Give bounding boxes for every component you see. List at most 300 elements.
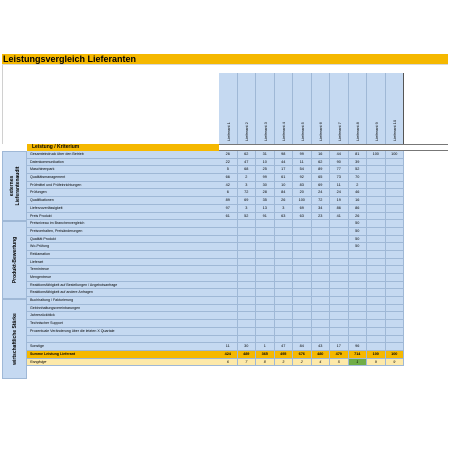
value-cell[interactable] (256, 259, 275, 267)
group-label-audit[interactable] (2, 151, 27, 221)
criterion-label[interactable]: Qualitätsmanagement (27, 174, 219, 182)
value-cell[interactable] (312, 220, 331, 228)
value-cell[interactable]: 24 (330, 189, 349, 197)
value-cell[interactable]: 65 (312, 174, 331, 182)
value-cell[interactable] (256, 282, 275, 290)
supplier-column-header[interactable] (312, 73, 331, 144)
value-cell[interactable] (386, 312, 405, 320)
value-cell[interactable] (349, 312, 368, 320)
value-cell[interactable] (293, 236, 312, 244)
value-cell[interactable]: 4 (312, 359, 331, 367)
value-cell[interactable] (256, 243, 275, 251)
value-cell[interactable] (367, 266, 386, 274)
value-cell[interactable] (238, 251, 257, 259)
value-cell[interactable] (367, 274, 386, 282)
value-cell[interactable] (367, 243, 386, 251)
value-cell[interactable] (275, 336, 294, 344)
value-cell[interactable] (312, 266, 331, 274)
value-cell[interactable] (256, 312, 275, 320)
value-cell[interactable] (330, 312, 349, 320)
value-cell[interactable]: 62 (312, 159, 331, 167)
value-cell[interactable]: 44 (330, 151, 349, 159)
value-cell[interactable] (238, 336, 257, 344)
value-cell[interactable] (330, 236, 349, 244)
value-cell[interactable]: 3 (275, 359, 294, 367)
value-cell[interactable]: 50 (349, 220, 368, 228)
value-cell[interactable] (312, 251, 331, 259)
value-cell[interactable] (386, 305, 405, 313)
value-cell[interactable] (349, 305, 368, 313)
value-cell[interactable] (275, 243, 294, 251)
value-cell[interactable] (386, 289, 405, 297)
value-cell[interactable]: 99 (256, 174, 275, 182)
value-cell[interactable]: 70 (349, 174, 368, 182)
value-cell[interactable] (275, 236, 294, 244)
value-cell[interactable] (275, 266, 294, 274)
value-cell[interactable]: 5 (330, 359, 349, 367)
value-cell[interactable] (219, 266, 238, 274)
criterion-label[interactable]: Jahresrückblick (27, 312, 219, 320)
value-cell[interactable]: 89 (312, 166, 331, 174)
supplier-column-header[interactable] (238, 73, 257, 144)
value-cell[interactable] (312, 228, 331, 236)
value-cell[interactable]: 479 (330, 351, 349, 359)
criterion-label[interactable]: Sonstige (27, 343, 219, 351)
value-cell[interactable] (386, 251, 405, 259)
value-cell[interactable]: 26 (349, 213, 368, 221)
value-cell[interactable]: 46 (349, 189, 368, 197)
value-cell[interactable]: 5 (219, 166, 238, 174)
value-cell[interactable] (219, 236, 238, 244)
value-cell[interactable] (367, 297, 386, 305)
criterion-label[interactable]: Reklamation (27, 251, 219, 259)
value-cell[interactable] (386, 159, 405, 167)
value-cell[interactable]: 676 (293, 351, 312, 359)
value-cell[interactable] (238, 297, 257, 305)
value-cell[interactable] (256, 274, 275, 282)
value-cell[interactable]: 91 (256, 213, 275, 221)
value-cell[interactable] (275, 289, 294, 297)
value-cell[interactable] (386, 174, 405, 182)
value-cell[interactable]: 54 (293, 166, 312, 174)
value-cell[interactable]: 63 (293, 213, 312, 221)
value-cell[interactable]: 96 (349, 343, 368, 351)
value-cell[interactable] (312, 289, 331, 297)
value-cell[interactable] (386, 189, 405, 197)
value-cell[interactable]: 100 (386, 351, 405, 359)
value-cell[interactable]: 52 (238, 213, 257, 221)
value-cell[interactable] (367, 320, 386, 328)
value-cell[interactable] (275, 297, 294, 305)
value-cell[interactable] (386, 243, 405, 251)
criterion-label[interactable]: Qualifikationen (27, 197, 219, 205)
value-cell[interactable]: 72 (238, 189, 257, 197)
value-cell[interactable]: 89 (219, 197, 238, 205)
value-cell[interactable] (275, 228, 294, 236)
value-cell[interactable] (367, 228, 386, 236)
value-cell[interactable] (275, 312, 294, 320)
value-cell[interactable] (367, 343, 386, 351)
value-cell[interactable]: 16 (312, 151, 331, 159)
value-cell[interactable] (386, 336, 405, 344)
value-cell[interactable] (349, 289, 368, 297)
value-cell[interactable] (330, 320, 349, 328)
value-cell[interactable] (330, 251, 349, 259)
value-cell[interactable]: 90 (330, 159, 349, 167)
value-cell[interactable] (293, 243, 312, 251)
criterion-label[interactable]: Mengentreue (27, 274, 219, 282)
value-cell[interactable] (386, 220, 405, 228)
value-cell[interactable] (238, 259, 257, 267)
criterion-label[interactable]: Buchhaltung / Fakturierung (27, 297, 219, 305)
value-cell[interactable] (219, 259, 238, 267)
value-cell[interactable] (367, 213, 386, 221)
value-cell[interactable] (330, 259, 349, 267)
value-cell[interactable] (219, 220, 238, 228)
value-cell[interactable] (238, 282, 257, 290)
value-cell[interactable] (275, 282, 294, 290)
value-cell[interactable]: 6 (219, 189, 238, 197)
value-cell[interactable] (312, 305, 331, 313)
value-cell[interactable] (238, 228, 257, 236)
criterion-label[interactable]: Technischer Support (27, 320, 219, 328)
value-cell[interactable]: 3 (275, 205, 294, 213)
value-cell[interactable] (386, 282, 405, 290)
value-cell[interactable] (219, 282, 238, 290)
value-cell[interactable] (386, 197, 405, 205)
value-cell[interactable]: 61 (219, 213, 238, 221)
value-cell[interactable]: 100 (386, 151, 405, 159)
value-cell[interactable] (349, 328, 368, 336)
value-cell[interactable]: 30 (238, 343, 257, 351)
value-cell[interactable]: 25 (256, 166, 275, 174)
value-cell[interactable]: 62 (238, 151, 257, 159)
value-cell[interactable]: 3 (238, 205, 257, 213)
value-cell[interactable]: 11 (330, 182, 349, 190)
value-cell[interactable]: 6 (219, 359, 238, 367)
criterion-label[interactable]: Prüfungen (27, 189, 219, 197)
value-cell[interactable]: 50 (349, 228, 368, 236)
value-cell[interactable]: 8 (256, 359, 275, 367)
value-cell[interactable]: 34 (312, 205, 331, 213)
value-cell[interactable] (312, 328, 331, 336)
value-cell[interactable]: 30 (256, 182, 275, 190)
value-cell[interactable] (256, 228, 275, 236)
value-cell[interactable]: 3 (238, 182, 257, 190)
criterion-label[interactable]: Gebinnhaltungsvereinbarungen (27, 305, 219, 313)
value-cell[interactable]: 9 (386, 359, 405, 367)
value-cell[interactable]: 2 (293, 359, 312, 367)
value-cell[interactable] (367, 220, 386, 228)
value-cell[interactable] (293, 259, 312, 267)
value-cell[interactable]: 10 (256, 159, 275, 167)
value-cell[interactable] (256, 266, 275, 274)
value-cell[interactable] (219, 328, 238, 336)
value-cell[interactable] (367, 259, 386, 267)
value-cell[interactable] (219, 297, 238, 305)
value-cell[interactable]: 11 (219, 343, 238, 351)
value-cell[interactable] (330, 274, 349, 282)
criterion-label[interactable]: Qualität Produkt (27, 236, 219, 244)
supplier-column-header[interactable] (349, 73, 368, 144)
value-cell[interactable] (386, 343, 405, 351)
value-cell[interactable] (219, 274, 238, 282)
value-cell[interactable]: 73 (330, 174, 349, 182)
value-cell[interactable] (238, 220, 257, 228)
value-cell[interactable] (219, 336, 238, 344)
value-cell[interactable]: 86 (349, 205, 368, 213)
value-cell[interactable]: 83 (293, 182, 312, 190)
value-cell[interactable] (293, 220, 312, 228)
value-cell[interactable] (367, 236, 386, 244)
value-cell[interactable]: 41 (330, 213, 349, 221)
value-cell[interactable] (219, 228, 238, 236)
value-cell[interactable]: 1 (256, 343, 275, 351)
value-cell[interactable]: 97 (219, 205, 238, 213)
value-cell[interactable] (238, 328, 257, 336)
value-cell[interactable]: 11 (293, 159, 312, 167)
value-cell[interactable] (238, 243, 257, 251)
value-cell[interactable]: 480 (312, 351, 331, 359)
criterion-label[interactable]: Summe Leistung Lieferant (27, 351, 219, 359)
value-cell[interactable] (367, 174, 386, 182)
value-cell[interactable] (275, 328, 294, 336)
value-cell[interactable] (312, 320, 331, 328)
value-cell[interactable]: 31 (256, 151, 275, 159)
value-cell[interactable] (349, 320, 368, 328)
value-cell[interactable] (256, 220, 275, 228)
value-cell[interactable]: 66 (219, 174, 238, 182)
value-cell[interactable] (330, 289, 349, 297)
value-cell[interactable]: 44 (275, 159, 294, 167)
criterion-label[interactable]: Reaktionsfähigkeit auf andere Anfragen (27, 289, 219, 297)
value-cell[interactable] (386, 213, 405, 221)
value-cell[interactable]: 26 (275, 197, 294, 205)
group-label-product[interactable] (2, 221, 27, 299)
value-cell[interactable]: 50 (349, 243, 368, 251)
value-cell[interactable] (367, 166, 386, 174)
value-cell[interactable]: 19 (330, 197, 349, 205)
value-cell[interactable]: 69 (238, 197, 257, 205)
criterion-label[interactable] (27, 336, 219, 344)
value-cell[interactable] (293, 312, 312, 320)
value-cell[interactable]: 28 (256, 189, 275, 197)
value-cell[interactable]: 52 (349, 166, 368, 174)
value-cell[interactable] (256, 236, 275, 244)
value-cell[interactable] (367, 328, 386, 336)
value-cell[interactable]: 17 (330, 343, 349, 351)
value-cell[interactable] (293, 289, 312, 297)
value-cell[interactable] (293, 305, 312, 313)
value-cell[interactable] (386, 328, 405, 336)
value-cell[interactable] (256, 297, 275, 305)
value-cell[interactable] (293, 328, 312, 336)
value-cell[interactable]: 714 (349, 351, 368, 359)
value-cell[interactable] (367, 205, 386, 213)
value-cell[interactable] (386, 166, 405, 174)
value-cell[interactable] (367, 312, 386, 320)
criterion-label[interactable]: Lieferzuverlässigkeit (27, 205, 219, 213)
supplier-column-header[interactable] (330, 73, 349, 144)
value-cell[interactable] (238, 274, 257, 282)
criterion-header[interactable]: Leistung / Kriterium (27, 144, 219, 151)
group-label-economic[interactable] (2, 299, 27, 379)
criterion-label[interactable]: Prüfmittel und Prüfeinrichtungen (27, 182, 219, 190)
criterion-label[interactable]: Gesamteindruck über den Betrieb (27, 151, 219, 159)
value-cell[interactable] (238, 289, 257, 297)
value-cell[interactable]: 92 (293, 174, 312, 182)
criterion-label[interactable]: Prozentuale Veränderung über die letzten X Quartale (27, 328, 219, 336)
value-cell[interactable] (238, 312, 257, 320)
supplier-column-header[interactable] (386, 73, 405, 144)
value-cell[interactable] (367, 289, 386, 297)
value-cell[interactable] (349, 282, 368, 290)
value-cell[interactable] (256, 320, 275, 328)
value-cell[interactable] (293, 297, 312, 305)
value-cell[interactable]: 100 (367, 351, 386, 359)
value-cell[interactable]: 26 (219, 151, 238, 159)
value-cell[interactable] (386, 274, 405, 282)
value-cell[interactable]: 2 (238, 174, 257, 182)
value-cell[interactable] (312, 297, 331, 305)
value-cell[interactable] (312, 243, 331, 251)
value-cell[interactable] (386, 266, 405, 274)
value-cell[interactable]: 68 (238, 166, 257, 174)
value-cell[interactable] (293, 228, 312, 236)
value-cell[interactable] (256, 251, 275, 259)
value-cell[interactable] (386, 182, 405, 190)
value-cell[interactable]: 2 (349, 182, 368, 190)
value-cell[interactable]: 84 (275, 189, 294, 197)
value-cell[interactable] (349, 297, 368, 305)
supplier-column-header[interactable] (367, 73, 386, 144)
value-cell[interactable]: 489 (238, 351, 257, 359)
value-cell[interactable] (312, 274, 331, 282)
value-cell[interactable] (275, 251, 294, 259)
value-cell[interactable] (349, 336, 368, 344)
value-cell[interactable] (330, 336, 349, 344)
value-cell[interactable] (330, 328, 349, 336)
value-cell[interactable]: 17 (275, 166, 294, 174)
supplier-column-header[interactable] (256, 73, 275, 144)
value-cell[interactable] (330, 228, 349, 236)
value-cell[interactable]: 1 (349, 359, 368, 367)
value-cell[interactable] (312, 259, 331, 267)
value-cell[interactable] (219, 251, 238, 259)
criterion-label[interactable]: Preisniveau im Branchenvergleich (27, 220, 219, 228)
value-cell[interactable] (238, 236, 257, 244)
value-cell[interactable] (367, 336, 386, 344)
criterion-label[interactable]: Preisverhalten, Preisänderungen (27, 228, 219, 236)
value-cell[interactable] (367, 159, 386, 167)
value-cell[interactable]: 24 (312, 189, 331, 197)
value-cell[interactable] (367, 305, 386, 313)
value-cell[interactable] (256, 336, 275, 344)
value-cell[interactable] (330, 220, 349, 228)
value-cell[interactable] (293, 320, 312, 328)
sheet-title[interactable]: Leistungsvergleich Lieferanten (2, 54, 448, 64)
value-cell[interactable]: 35 (256, 197, 275, 205)
value-cell[interactable] (386, 236, 405, 244)
value-cell[interactable]: 72 (312, 197, 331, 205)
value-cell[interactable]: 81 (349, 151, 368, 159)
value-cell[interactable] (367, 182, 386, 190)
criterion-label[interactable]: Reaktionsfähigkeit auf Bestellungen / Angebotsanfrage (27, 282, 219, 290)
value-cell[interactable]: 50 (349, 236, 368, 244)
value-cell[interactable]: 100 (293, 197, 312, 205)
value-cell[interactable] (312, 236, 331, 244)
value-cell[interactable] (238, 320, 257, 328)
value-cell[interactable] (275, 305, 294, 313)
value-cell[interactable]: 77 (330, 166, 349, 174)
value-cell[interactable] (386, 228, 405, 236)
value-cell[interactable] (386, 320, 405, 328)
value-cell[interactable] (386, 297, 405, 305)
value-cell[interactable] (386, 259, 405, 267)
criterion-label[interactable]: Datenkommunikation (27, 159, 219, 167)
value-cell[interactable]: 42 (219, 182, 238, 190)
value-cell[interactable] (312, 282, 331, 290)
value-cell[interactable] (219, 312, 238, 320)
value-cell[interactable] (349, 251, 368, 259)
value-cell[interactable] (367, 251, 386, 259)
value-cell[interactable] (367, 189, 386, 197)
value-cell[interactable] (275, 320, 294, 328)
value-cell[interactable]: 61 (275, 174, 294, 182)
criterion-label[interactable]: Lieferart (27, 259, 219, 267)
value-cell[interactable]: 43 (312, 343, 331, 351)
value-cell[interactable]: 69 (293, 205, 312, 213)
value-cell[interactable] (219, 305, 238, 313)
criterion-label[interactable]: Termintreue (27, 266, 219, 274)
supplier-column-header[interactable] (275, 73, 294, 144)
value-cell[interactable]: 7 (238, 359, 257, 367)
value-cell[interactable]: 23 (312, 213, 331, 221)
value-cell[interactable] (330, 266, 349, 274)
supplier-column-header[interactable] (219, 73, 238, 144)
value-cell[interactable] (256, 289, 275, 297)
value-cell[interactable] (238, 266, 257, 274)
value-cell[interactable] (293, 274, 312, 282)
value-cell[interactable]: 22 (219, 159, 238, 167)
value-cell[interactable] (275, 220, 294, 228)
value-cell[interactable] (256, 305, 275, 313)
criterion-label[interactable]: Wo-Prüfung (27, 243, 219, 251)
value-cell[interactable]: 84 (293, 343, 312, 351)
value-cell[interactable] (330, 297, 349, 305)
value-cell[interactable] (367, 282, 386, 290)
value-cell[interactable]: 69 (312, 182, 331, 190)
value-cell[interactable]: 10 (275, 182, 294, 190)
value-cell[interactable]: 47 (238, 159, 257, 167)
value-cell[interactable]: 100 (367, 151, 386, 159)
value-cell[interactable] (330, 282, 349, 290)
value-cell[interactable] (219, 243, 238, 251)
value-cell[interactable]: 20 (293, 189, 312, 197)
value-cell[interactable] (275, 274, 294, 282)
value-cell[interactable] (219, 320, 238, 328)
value-cell[interactable] (386, 205, 405, 213)
value-cell[interactable] (293, 336, 312, 344)
value-cell[interactable] (330, 305, 349, 313)
value-cell[interactable] (330, 243, 349, 251)
value-cell[interactable]: 9 (367, 359, 386, 367)
value-cell[interactable]: 63 (275, 213, 294, 221)
value-cell[interactable]: 16 (349, 197, 368, 205)
value-cell[interactable]: 98 (275, 151, 294, 159)
value-cell[interactable] (312, 312, 331, 320)
value-cell[interactable] (219, 289, 238, 297)
